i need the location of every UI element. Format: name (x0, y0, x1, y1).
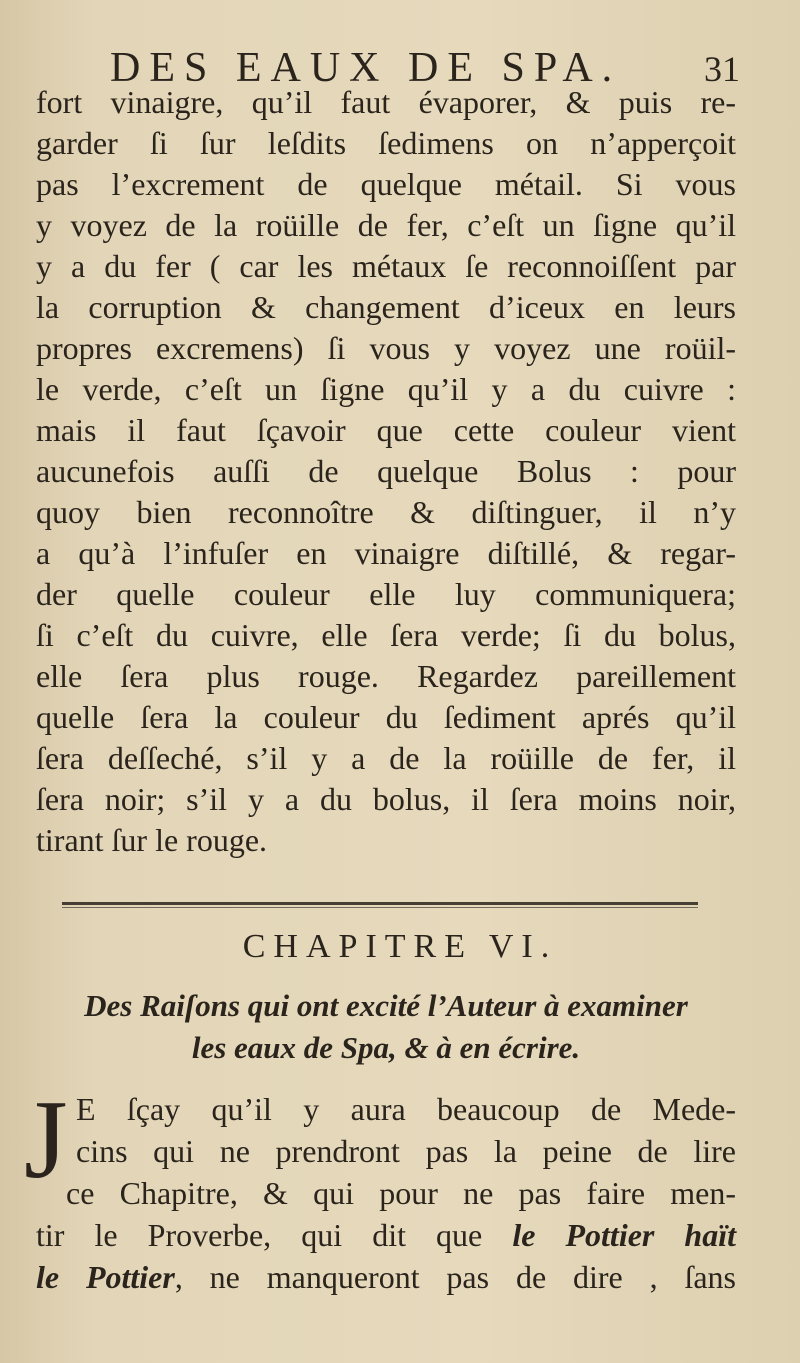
text-line: tirant ſur le rouge. (36, 822, 268, 858)
text-line: la corruption & changement d’iceux en leurs (36, 289, 736, 325)
section-divider-thin (62, 907, 698, 908)
text-line: a qu’à l’infuſer en vinaigre diſtillé, & regar- (36, 535, 736, 571)
chapter-subtitle (36, 985, 736, 1069)
chapter-heading: CHAPITRE VI. (242, 928, 558, 965)
text-line: ſera noir; s’il y a du bolus, il ſera moins noir, (36, 781, 736, 817)
running-head: DES EAUX DE SPA. (110, 45, 622, 91)
text-line: ce Chapitre, & qui pour ne pas faire men- (66, 1175, 736, 1211)
text-line: propres excremens) ſi vous y voyez une roüil- (36, 330, 736, 366)
text-line: mais il faut ſçavoir que cette couleur vient (36, 412, 736, 448)
text-line: elle ſera plus rouge. Regardez pareillement (36, 658, 736, 694)
text-run: , ne manqueront pas de dire , ſans (174, 1259, 737, 1295)
text-line: y voyez de la roüille de fer, c’eſt un ſigne qu’il (36, 207, 736, 243)
text-run: tir le Proverbe, qui dit que (36, 1217, 513, 1253)
drop-cap: J (24, 1078, 68, 1202)
chapter-subtitle-line: Des Raiſons qui ont excité l’Auteur à examiner (84, 988, 688, 1023)
text-line: der quelle couleur elle luy communiquera; (36, 576, 736, 612)
text-line: garder ſi ſur leſdits ſedimens on n’apperçoit (36, 125, 736, 161)
section-divider (62, 902, 698, 905)
text-line: pas l’excrement de quelque métail. Si vous (36, 166, 736, 202)
text-line: fort vinaigre, qu’il faut évaporer, & puis re- (36, 84, 736, 120)
text-line: ſi c’eſt du cuivre, elle ſera verde; ſi du bolus, (36, 617, 736, 653)
body-paragraph (36, 82, 736, 861)
chapter-subtitle-line: les eaux de Spa, & à en écrire. (191, 1030, 581, 1065)
text-line: quelle ſera la couleur du ſediment aprés qu’il (36, 699, 736, 735)
text-line: quoy bien reconnoître & diſtinguer, il n’y (36, 494, 736, 530)
text-line: ſera deſſeché, s’il y a de la roüille de fer, il (36, 740, 736, 776)
text-line: le verde, c’eſt un ſigne qu’il y a du cuivre : (36, 371, 736, 407)
italic-phrase: le Pottier haït (512, 1217, 737, 1253)
text-line: aucunefois auſſi de quelque Bolus : pour (36, 453, 736, 489)
text-line (36, 1256, 736, 1298)
text-line (36, 1214, 736, 1256)
text-line: E ſçay qu’il y aura beaucoup de Mede- (76, 1091, 736, 1127)
text-line: y a du fer ( car les métaux ſe reconnoiſſent par (36, 248, 736, 284)
page-number: 31 (704, 49, 740, 89)
text-line: cins qui ne prendront pas la peine de lire (76, 1133, 736, 1169)
chapter-paragraph (36, 1088, 736, 1298)
italic-phrase: le Pottier (36, 1259, 175, 1295)
